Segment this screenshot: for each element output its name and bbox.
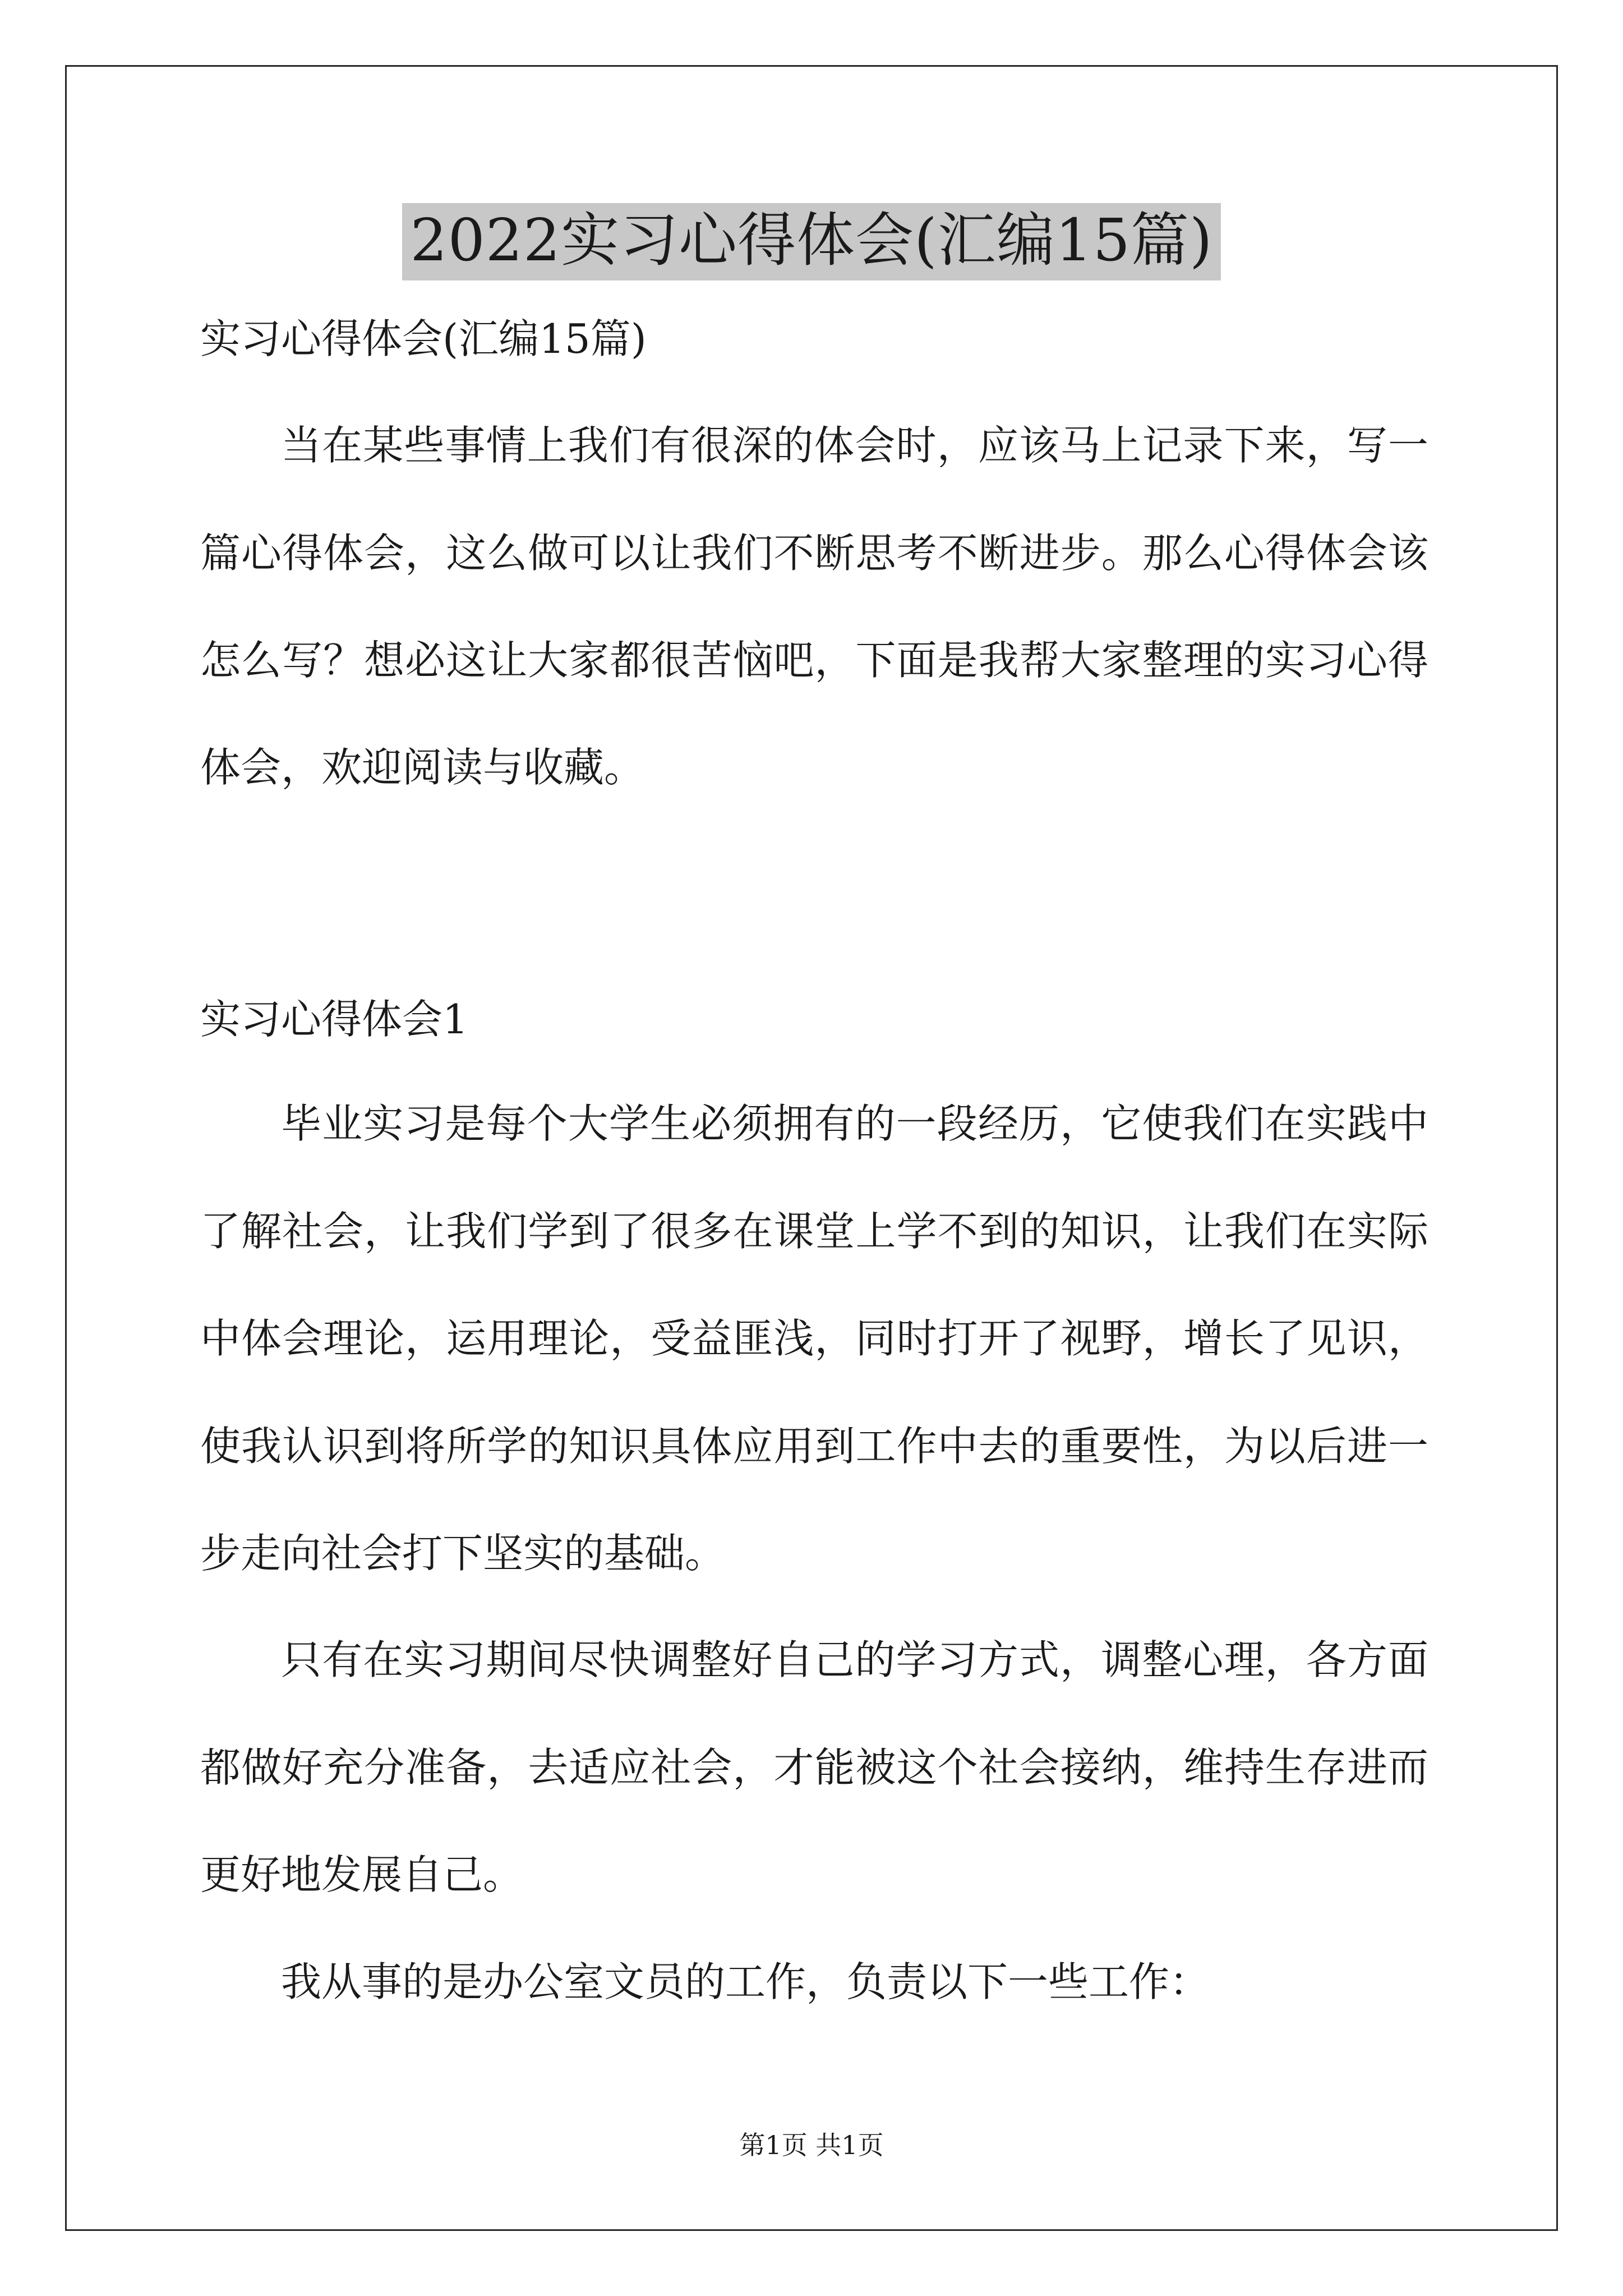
title-container [0,203,1623,280]
intro-line: 怎么写？想必这让大家都很苦恼吧，下面是我帮大家整理的实习心得 [200,637,1428,684]
paragraph-line: 步走向社会打下坚实的基础。 [200,1530,726,1577]
paragraph-line: 都做好充分准备，去适应社会，才能被这个社会接纳，维持生存进而 [200,1744,1428,1791]
paragraph-line: 使我认识到将所学的知识具体应用到工作中去的重要性，为以后进一 [200,1423,1428,1470]
intro-line: 篇心得体会，这么做可以让我们不断思考不断进步。那么心得体会该 [200,530,1428,577]
paragraph-line: 中体会理论，运用理论，受益匪浅，同时打开了视野，增长了见识， [200,1315,1428,1362]
intro-line: 体会，欢迎阅读与收藏。 [200,744,645,791]
paragraph-line: 了解社会，让我们学到了很多在课堂上学不到的知识，让我们在实际 [200,1208,1428,1255]
intro-line: 当在某些事情上我们有很深的体会时，应该马上记录下来，写一 [281,422,1428,469]
paragraph-line: 我从事的是办公室文员的工作，负责以下一些工作： [281,1958,1210,2005]
page-number-footer: 第1页 共1页 [739,2130,884,2160]
document-title: 2022实习心得体会(汇编15篇) [402,203,1220,280]
section-heading: 实习心得体会1 [200,996,468,1043]
paragraph-line: 毕业实习是每个大学生必须拥有的一段经历，它使我们在实践中 [281,1100,1428,1147]
document-subtitle: 实习心得体会(汇编15篇) [200,315,647,362]
paragraph-line: 只有在实习期间尽快调整好自己的学习方式，调整心理，各方面 [281,1636,1428,1683]
page-border [65,65,1558,2231]
paragraph-line: 更好地发展自己。 [200,1851,524,1898]
